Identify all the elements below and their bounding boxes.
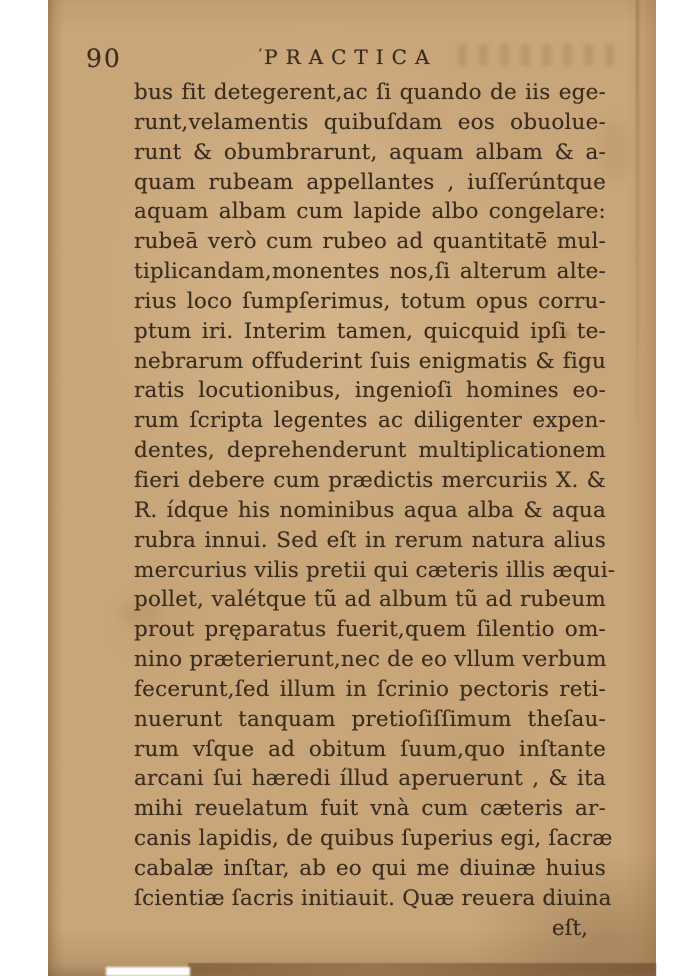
page-number: 90 [86,44,122,73]
text-line: quam rubeam appellantes , iuſſerúntque [134,169,606,195]
bottom-white-notch [106,967,190,976]
text-line: dentes, deprehenderunt multiplicationem [134,438,606,464]
text-line: rubra innui. Sed eſt in rerum natura alius [134,527,606,553]
running-title-text: PRACTICA [264,45,438,69]
running-title [258,45,458,69]
text-line: runt,velamentis quibuſdam eos obuolue- [134,109,606,135]
text-line: ſcientiæ ſacris initiauit. Quæ reuera diuina [134,885,612,911]
text-line: aquam albam cum lapide albo congelare: [134,199,606,225]
text-line: mihi reuelatum fuit vnà cum cæteris ar- [134,796,606,822]
text-line: rius loco ſumpſerimus, totum opus corru- [134,288,606,314]
text-line: nino præterierunt,nec de eo vllum verbum [134,647,607,673]
text-line: arcani ſui hæredi íllud aperuerunt , & ita [134,766,606,792]
text-line: bus fit detegerent,ac ſi quando de iis ege- [134,80,606,105]
text-line: nebrarum offuderint ſuis enigmatis & figu [134,348,606,374]
bottom-page-edge-shadow [188,963,656,976]
title-prefix-mark: ‘ [258,47,265,62]
text-line: rum ſcripta legentes ac diligenter expen- [134,408,606,434]
text-line: pollet, valétque tũ ad album tũ ad rubeum [134,587,606,613]
text-line: ratis locutionibus, ingenioſi homines eo- [134,378,606,404]
page-edge-crease [636,0,639,430]
text-line: R. ídque his nominibus aqua alba & aqua [134,497,606,523]
text-line: nuerunt tanquam pretioſiſſimum theſau- [134,706,606,732]
body-text-block [134,78,616,943]
show-through-marks [458,44,623,66]
text-line: fecerunt,ſed illum in ſcrinio pectoris reti- [134,676,606,702]
catchword: eſt, [551,915,588,941]
text-line: cabalæ inſtar, ab eo qui me diuinæ huius [134,855,606,881]
text-line: fieri debere cum prædictis mercuriis X. & [134,467,606,493]
text-line: tiplicandam,monentes nos,ſi alterum alte- [134,259,606,285]
text-line: prout pręparatus fuerit,quem ſilentio om- [134,617,606,643]
text-line: mercurius vilis pretii qui cæteris illis æqui- [134,557,616,583]
text-line: canis lapidis, de quibus ſuperius egi, ſacræ [134,826,613,852]
text-line: runt & obumbrarunt, aquam albam & a- [134,139,606,165]
text-line: ptum iri. Interim tamen, quicquid ipſi te- [134,318,606,344]
text-line: rum vſque ad obitum ſuum,quo inſtante [134,736,606,762]
text-line: rubeā verò cum rubeo ad quantitatē mul- [134,229,606,255]
